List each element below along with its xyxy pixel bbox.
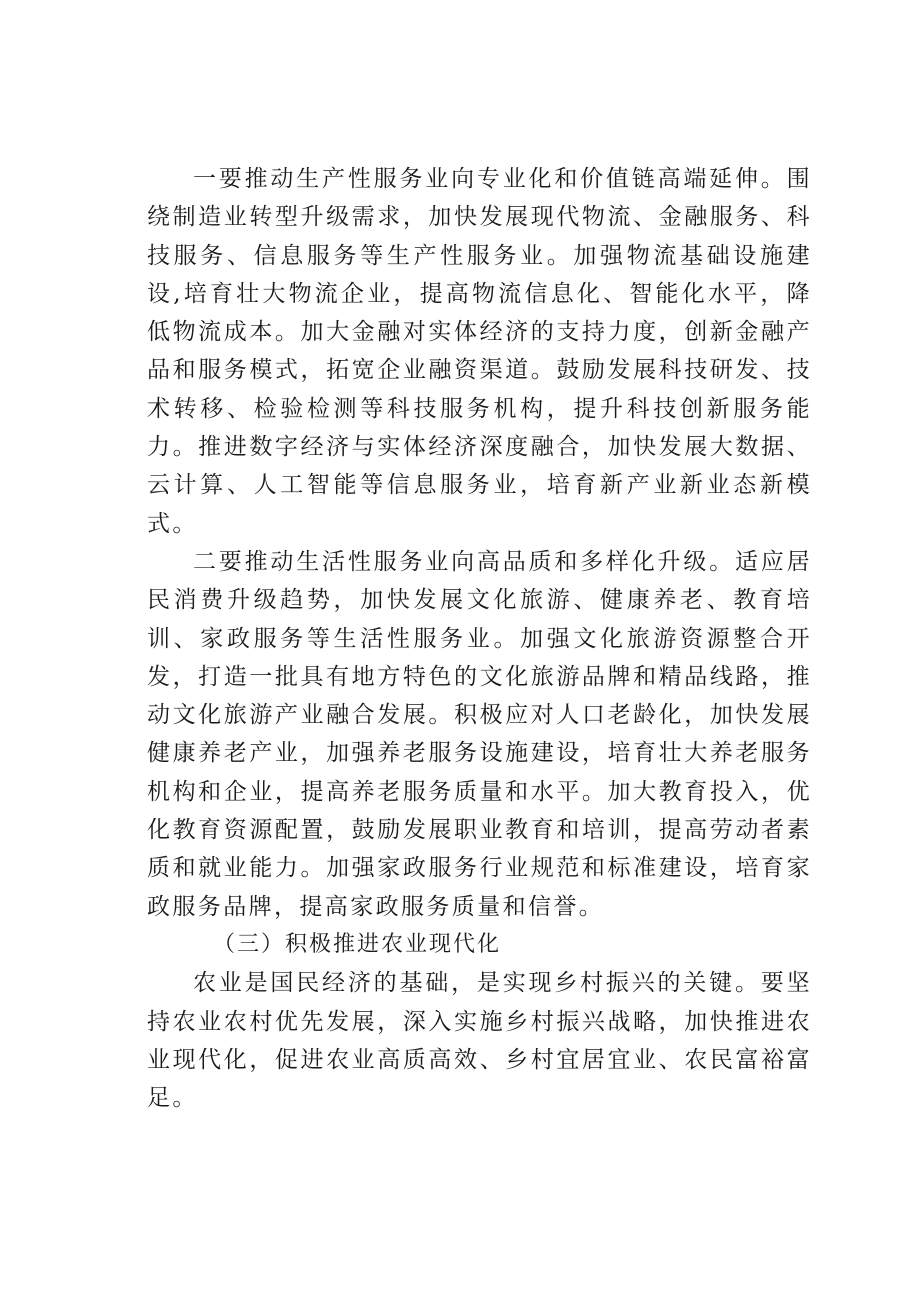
paragraph-producer-services: 一要推动生产性服务业向专业化和价值链高端延伸。围绕制造业转型升级需求，加快发展现代物流、金融服务、科技服务、信息服务等生产性服务业。加强物流基础设施建设,培育壮大物流企业，提高物流信息化、智能化水平，降低物流成本。加大金融对实体经济的支持力度，创新金融产品和服务模式，拓宽企业融资渠道。鼓励发展科技研发、技术转移、检验检测等科技服务机构，提升科技创新服务能力。推进数字经济与实体经济深度融合，加快发展大数据、云计算、人工智能等信息服务业，培育新产业新业态新模式。: [147, 166, 812, 537]
document-body: [147, 160, 812, 1117]
paragraph-agriculture: 农业是国民经济的基础，是实现乡村振兴的关键。要坚持农业农村优先发展，深入实施乡村振兴战略，加快推进农业现代化，促进农业高质高效、乡村宜居宜业、农民富裕富足。: [147, 970, 812, 1112]
paragraph-consumer-services: 二要推动生活性服务业向高品质和多样化升级。适应居民消费升级趋势，加快发展文化旅游、健康养老、教育培训、家政服务等生活性服务业。加强文化旅游资源整合开发，打造一批具有地方特色的文化旅游品牌和精品线路，推动文化旅游产业融合发展。积极应对人口老龄化，加快发展健康养老产业，加强养老服务设施建设，培育壮大养老服务机构和企业，提高养老服务质量和水平。加大教育投入，优化教育资源配置，鼓励发展职业教育和培训，提高劳动者素质和就业能力。加强家政服务行业规范和标准建设，培育家政服务品牌，提高家政服务质量和信誉。: [147, 548, 812, 920]
section-heading: （三）积极推进农业现代化: [213, 931, 502, 957]
